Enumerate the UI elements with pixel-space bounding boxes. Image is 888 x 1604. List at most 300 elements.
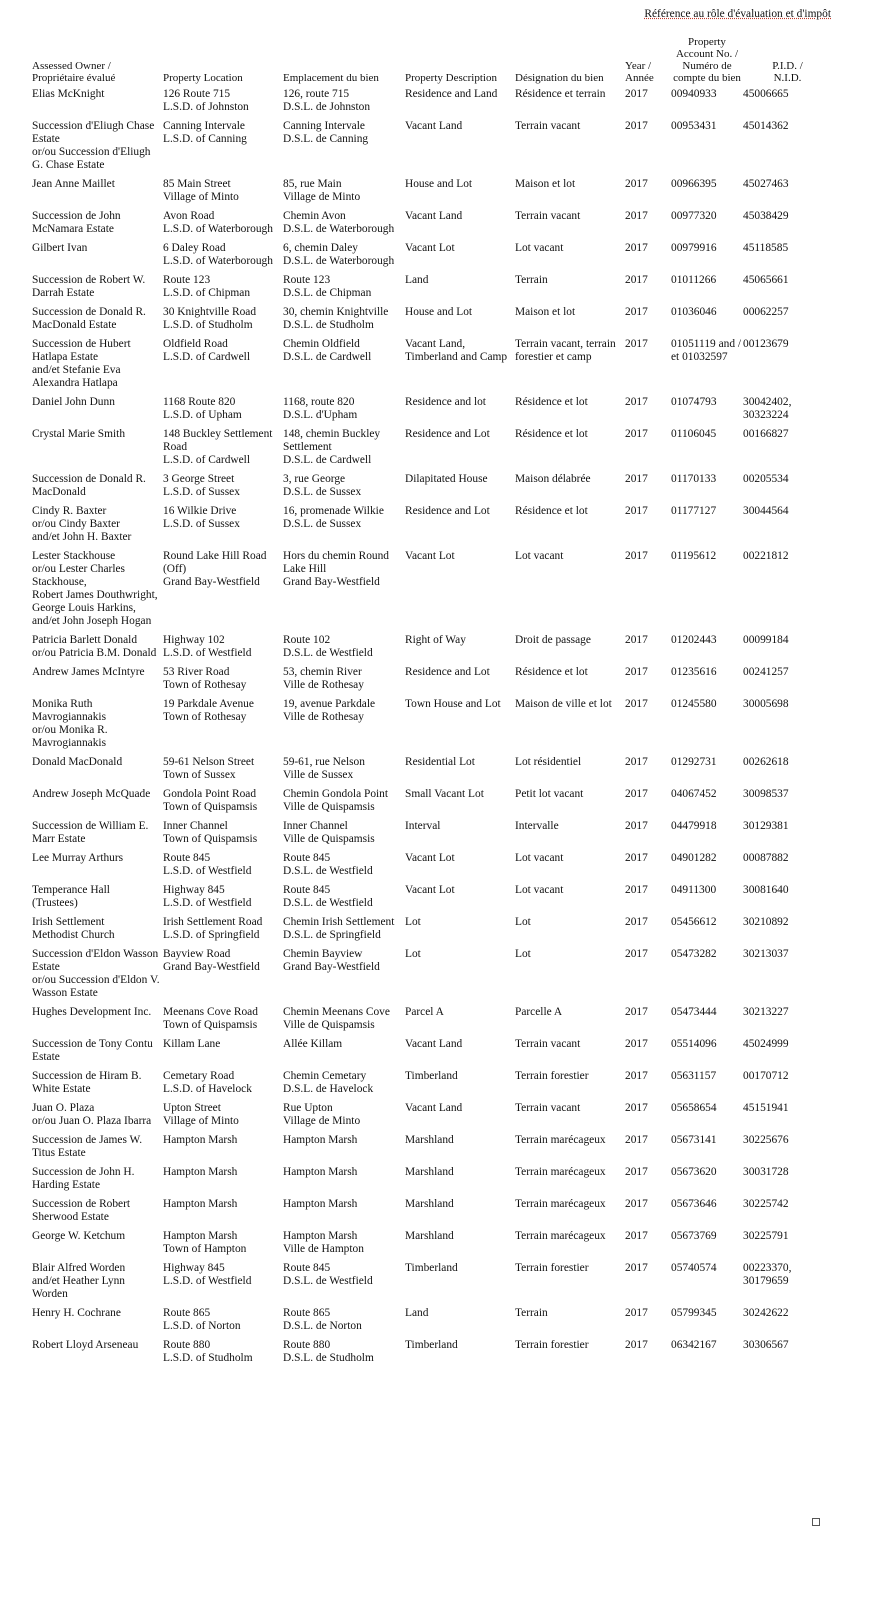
location-fr-cell: 16, promenade Wilkie D.S.L. de Sussex — [283, 505, 384, 530]
description-cell: Vacant Lot — [405, 242, 455, 254]
table-row — [32, 396, 832, 428]
pid-cell: 30225742 — [743, 1198, 789, 1210]
pid-cell: 30031728 — [743, 1166, 789, 1178]
location-cell: 6 Daley Road L.S.D. of Waterborough — [163, 242, 273, 267]
description-fr-cell: Résidence et lot — [515, 666, 588, 678]
description-fr-cell: Terrain vacant — [515, 1102, 581, 1114]
location-cell: Route 865 L.S.D. of Norton — [163, 1307, 241, 1332]
description-fr-cell: Terrain marécageux — [515, 1198, 606, 1210]
owner-cell: Cindy R. Baxter or/ou Cindy Baxter and/et John H. Baxter — [32, 505, 132, 543]
description-cell: Land — [405, 1307, 429, 1319]
description-cell: Residence and Lot — [405, 505, 490, 517]
location-cell: 19 Parkdale Avenue Town of Rothesay — [163, 698, 254, 723]
table-row — [32, 788, 832, 820]
table-row — [32, 1038, 832, 1070]
location-cell: Highway 845 L.S.D. of Westfield — [163, 1262, 252, 1287]
location-cell: 30 Knightville Road L.S.D. of Studholm — [163, 306, 257, 331]
location-cell: Upton Street Village of Minto — [163, 1102, 239, 1127]
account-cell: 01202443 — [671, 634, 717, 646]
location-fr-cell: 148, chemin Buckley Settlement D.S.L. de Cardwell — [283, 428, 381, 466]
year-cell: 2017 — [625, 1166, 648, 1178]
description-fr-cell: Terrain forestier — [515, 1262, 589, 1274]
description-fr-cell: Lot — [515, 916, 531, 928]
table-row — [32, 1198, 832, 1230]
location-fr-cell: Canning Intervale D.S.L. de Canning — [283, 120, 369, 145]
pid-cell: 00087882 — [743, 852, 789, 864]
pid-cell: 30213227 — [743, 1006, 789, 1018]
description-cell: Vacant Land — [405, 210, 463, 222]
pid-cell: 45027463 — [743, 178, 789, 190]
account-cell: 05456612 — [671, 916, 717, 928]
location-fr-cell: Chemin Meenans Cove Ville de Quispamsis — [283, 1006, 390, 1031]
description-cell: Lot — [405, 948, 421, 960]
description-cell: Marshland — [405, 1198, 454, 1210]
account-cell: 04911300 — [671, 884, 717, 896]
pid-cell: 00062257 — [743, 306, 789, 318]
pid-cell: 00221812 — [743, 550, 789, 562]
year-cell: 2017 — [625, 666, 648, 678]
pid-cell: 45118585 — [743, 242, 789, 254]
year-cell: 2017 — [625, 884, 648, 896]
description-fr-cell: Terrain marécageux — [515, 1166, 606, 1178]
location-cell: 53 River Road Town of Rothesay — [163, 666, 247, 691]
table-row — [32, 1262, 832, 1307]
account-cell: 06342167 — [671, 1339, 717, 1351]
description-fr-cell: Lot résidentiel — [515, 756, 582, 768]
account-cell: 01292731 — [671, 756, 717, 768]
description-fr-cell: Lot vacant — [515, 852, 564, 864]
table-body — [32, 88, 832, 1371]
owner-cell: Andrew James McIntyre — [32, 666, 145, 678]
location-fr-cell: Inner Channel Ville de Quispamsis — [283, 820, 375, 845]
location-fr-cell: Chemin Avon D.S.L. de Waterborough — [283, 210, 395, 235]
description-fr-cell: Parcelle A — [515, 1006, 563, 1018]
year-cell: 2017 — [625, 1134, 648, 1146]
location-fr-cell: Route 845 D.S.L. de Westfield — [283, 884, 373, 909]
owner-cell: Donald MacDonald — [32, 756, 123, 768]
year-cell: 2017 — [625, 1339, 648, 1351]
description-fr-cell: Résidence et lot — [515, 428, 588, 440]
description-cell: Small Vacant Lot — [405, 788, 484, 800]
header-location: Property Location — [163, 72, 243, 84]
header-pid: P.I.D. / N.I.D. — [772, 60, 803, 84]
header-row — [32, 36, 832, 88]
description-cell: Vacant Land — [405, 1038, 463, 1050]
account-cell: 05673620 — [671, 1166, 717, 1178]
location-fr-cell: Route 102 D.S.L. de Westfield — [283, 634, 373, 659]
description-fr-cell: Terrain vacant — [515, 210, 581, 222]
location-cell: Avon Road L.S.D. of Waterborough — [163, 210, 273, 235]
description-fr-cell: Terrain marécageux — [515, 1134, 606, 1146]
location-fr-cell: Rue Upton Village de Minto — [283, 1102, 361, 1127]
table-row — [32, 666, 832, 698]
account-cell: 01051119 and / et 01032597 — [671, 338, 742, 363]
location-fr-cell: Chemin Gondola Point Ville de Quispamsis — [283, 788, 389, 813]
account-cell: 05658654 — [671, 1102, 717, 1114]
account-cell: 01106045 — [671, 428, 717, 440]
year-cell: 2017 — [625, 306, 648, 318]
description-fr-cell: Terrain — [515, 1307, 548, 1319]
location-cell: Cemetary Road L.S.D. of Havelock — [163, 1070, 252, 1095]
location-cell: Hampton Marsh — [163, 1198, 238, 1210]
table-row — [32, 88, 832, 120]
location-cell: Canning Intervale L.S.D. of Canning — [163, 120, 247, 145]
description-fr-cell: Maison de ville et lot — [515, 698, 612, 710]
year-cell: 2017 — [625, 1198, 648, 1210]
pid-cell: 45065661 — [743, 274, 789, 286]
location-cell: Route 123 L.S.D. of Chipman — [163, 274, 251, 299]
description-fr-cell: Maison et lot — [515, 306, 576, 318]
account-cell: 05473444 — [671, 1006, 717, 1018]
table-row — [32, 1307, 832, 1339]
description-fr-cell: Lot vacant — [515, 550, 564, 562]
year-cell: 2017 — [625, 1230, 648, 1242]
pid-cell: 00099184 — [743, 634, 789, 646]
table-row — [32, 1339, 832, 1371]
location-cell: 126 Route 715 L.S.D. of Johnston — [163, 88, 249, 113]
table-row — [32, 1070, 832, 1102]
description-fr-cell: Résidence et terrain — [515, 88, 606, 100]
owner-cell: Succession de James W. Titus Estate — [32, 1134, 143, 1159]
location-cell: 16 Wilkie Drive L.S.D. of Sussex — [163, 505, 240, 530]
owner-cell: Gilbert Ivan — [32, 242, 88, 254]
location-fr-cell: Route 123 D.S.L. de Chipman — [283, 274, 372, 299]
description-cell: Lot — [405, 916, 421, 928]
account-cell: 05514096 — [671, 1038, 717, 1050]
owner-cell: Succession de Donald R. MacDonald — [32, 473, 146, 498]
description-fr-cell: Intervalle — [515, 820, 559, 832]
description-cell: Town House and Lot — [405, 698, 501, 710]
table-row — [32, 948, 832, 1006]
year-cell: 2017 — [625, 916, 648, 928]
location-cell: Oldfield Road L.S.D. of Cardwell — [163, 338, 250, 363]
location-fr-cell: Chemin Oldfield D.S.L. de Cardwell — [283, 338, 372, 363]
account-cell: 01195612 — [671, 550, 717, 562]
location-fr-cell: 59-61, rue Nelson Ville de Sussex — [283, 756, 365, 781]
owner-cell: Daniel John Dunn — [32, 396, 115, 408]
description-cell: Marshland — [405, 1166, 454, 1178]
description-cell: Timberland — [405, 1262, 458, 1274]
table-row — [32, 210, 832, 242]
year-cell: 2017 — [625, 1262, 648, 1274]
location-cell: Gondola Point Road Town of Quispamsis — [163, 788, 258, 813]
pid-cell: 30042402, 30323224 — [743, 396, 792, 421]
location-cell: 3 George Street L.S.D. of Sussex — [163, 473, 240, 498]
account-cell: 01074793 — [671, 396, 717, 408]
location-fr-cell: Hampton Marsh — [283, 1166, 358, 1178]
account-cell: 00940933 — [671, 88, 717, 100]
header-owner: Assessed Owner / Propriétaire évalué — [32, 60, 116, 84]
table-row — [32, 505, 832, 550]
year-cell: 2017 — [625, 1070, 648, 1082]
description-fr-cell: Terrain forestier — [515, 1339, 589, 1351]
owner-cell: Monika Ruth Mavrogiannakis or/ou Monika R. Mavrogiannakis — [32, 698, 108, 749]
location-fr-cell: 19, avenue Parkdale Ville de Rothesay — [283, 698, 376, 723]
description-fr-cell: Terrain forestier — [515, 1070, 589, 1082]
table-row — [32, 634, 832, 666]
description-fr-cell: Terrain vacant, terrain forestier et camp — [515, 338, 616, 363]
description-fr-cell: Terrain vacant — [515, 120, 581, 132]
table-row — [32, 852, 832, 884]
table-row — [32, 178, 832, 210]
location-fr-cell: 30, chemin Knightville D.S.L. de Studholm — [283, 306, 389, 331]
description-cell: House and Lot — [405, 306, 473, 318]
owner-cell: Irish Settlement Methodist Church — [32, 916, 115, 941]
description-fr-cell: Terrain marécageux — [515, 1230, 606, 1242]
account-cell: 01036046 — [671, 306, 717, 318]
owner-cell: Succession de Robert Sherwood Estate — [32, 1198, 131, 1223]
year-cell: 2017 — [625, 505, 648, 517]
year-cell: 2017 — [625, 428, 648, 440]
account-cell: 00977320 — [671, 210, 717, 222]
account-cell: 05473282 — [671, 948, 717, 960]
owner-cell: Succession de Hiram B. White Estate — [32, 1070, 142, 1095]
location-fr-cell: Hors du chemin Round Lake Hill Grand Bay-Westfield — [283, 550, 389, 588]
location-fr-cell: 6, chemin Daley D.S.L. de Waterborough — [283, 242, 395, 267]
description-cell: Vacant Lot — [405, 550, 455, 562]
pid-cell: 00241257 — [743, 666, 789, 678]
description-fr-cell: Résidence et lot — [515, 505, 588, 517]
description-cell: Residence and Lot — [405, 428, 490, 440]
owner-cell: Succession de John H. Harding Estate — [32, 1166, 135, 1191]
year-cell: 2017 — [625, 550, 648, 562]
pid-cell: 30081640 — [743, 884, 789, 896]
table-row — [32, 428, 832, 473]
owner-cell: Lester Stackhouse or/ou Lester Charles Stackhouse, Robert James Douthwright, George Louis Harkins, and/et John Joseph Hogan — [32, 550, 158, 627]
year-cell: 2017 — [625, 338, 648, 350]
year-cell: 2017 — [625, 88, 648, 100]
table-row — [32, 1166, 832, 1198]
location-fr-cell: Hampton Marsh Ville de Hampton — [283, 1230, 364, 1255]
table-row — [32, 120, 832, 178]
year-cell: 2017 — [625, 120, 648, 132]
description-fr-cell: Lot vacant — [515, 242, 564, 254]
account-cell: 05740574 — [671, 1262, 717, 1274]
pid-cell: 45024999 — [743, 1038, 789, 1050]
year-cell: 2017 — [625, 242, 648, 254]
description-cell: Dilapitated House — [405, 473, 488, 485]
year-cell: 2017 — [625, 756, 648, 768]
description-cell: Residence and Lot — [405, 666, 490, 678]
table-row — [32, 1230, 832, 1262]
location-cell: Irish Settlement Road L.S.D. of Springfield — [163, 916, 263, 941]
owner-cell: Hughes Development Inc. — [32, 1006, 152, 1018]
pid-cell: 00166827 — [743, 428, 789, 440]
description-cell: Land — [405, 274, 429, 286]
location-cell: Bayview Road Grand Bay-Westfield — [163, 948, 260, 973]
owner-cell: Succession de William E. Marr Estate — [32, 820, 149, 845]
location-fr-cell: Allée Killam — [283, 1038, 343, 1050]
owner-cell: Juan O. Plaza or/ou Juan O. Plaza Ibarra — [32, 1102, 152, 1127]
pid-cell: 45006665 — [743, 88, 789, 100]
description-cell: House and Lot — [405, 178, 473, 190]
header-year: Year / Année — [625, 60, 654, 84]
description-cell: Parcel A — [405, 1006, 444, 1018]
location-fr-cell: 1168, route 820 D.S.L. d'Upham — [283, 396, 358, 421]
year-cell: 2017 — [625, 396, 648, 408]
location-fr-cell: Chemin Irish Settlement D.S.L. de Springfield — [283, 916, 395, 941]
account-cell: 04479918 — [671, 820, 717, 832]
pid-cell: 45151941 — [743, 1102, 789, 1114]
reference-title: Référence au rôle d'évaluation et d'impôt — [644, 8, 831, 20]
table-row — [32, 306, 832, 338]
location-cell: Route 880 L.S.D. of Studholm — [163, 1339, 253, 1364]
year-cell: 2017 — [625, 1038, 648, 1050]
table-row — [32, 274, 832, 306]
account-cell: 05673646 — [671, 1198, 717, 1210]
location-cell: Round Lake Hill Road (Off) Grand Bay-Westfield — [163, 550, 267, 588]
location-cell: Highway 845 L.S.D. of Westfield — [163, 884, 252, 909]
table-row — [32, 820, 832, 852]
header-description: Property Description — [405, 72, 497, 84]
owner-cell: Succession de Donald R. MacDonald Estate — [32, 306, 146, 331]
owner-cell: Lee Murray Arthurs — [32, 852, 124, 864]
location-cell: Hampton Marsh Town of Hampton — [163, 1230, 247, 1255]
description-cell: Marshland — [405, 1134, 454, 1146]
location-fr-cell: 85, rue Main Village de Minto — [283, 178, 361, 203]
description-fr-cell: Terrain — [515, 274, 548, 286]
owner-cell: Blair Alfred Worden and/et Heather Lynn Worden — [32, 1262, 126, 1300]
table-row — [32, 1134, 832, 1166]
owner-cell: Patricia Barlett Donald or/ou Patricia B.M. Donald — [32, 634, 157, 659]
pid-cell: 00205534 — [743, 473, 789, 485]
year-cell: 2017 — [625, 274, 648, 286]
account-cell: 05631157 — [671, 1070, 717, 1082]
description-fr-cell: Petit lot vacant — [515, 788, 584, 800]
location-cell: Inner Channel Town of Quispamsis — [163, 820, 258, 845]
description-fr-cell: Terrain vacant — [515, 1038, 581, 1050]
owner-cell: Andrew Joseph McQuade — [32, 788, 151, 800]
location-fr-cell: Route 865 D.S.L. de Norton — [283, 1307, 362, 1332]
year-cell: 2017 — [625, 178, 648, 190]
year-cell: 2017 — [625, 634, 648, 646]
location-cell: Hampton Marsh — [163, 1134, 238, 1146]
year-cell: 2017 — [625, 1307, 648, 1319]
description-fr-cell: Maison et lot — [515, 178, 576, 190]
description-cell: Right of Way — [405, 634, 466, 646]
location-fr-cell: Hampton Marsh — [283, 1198, 358, 1210]
description-cell: Vacant Land, Timberland and Camp — [405, 338, 508, 363]
account-cell: 01235616 — [671, 666, 717, 678]
location-cell: Highway 102 L.S.D. of Westfield — [163, 634, 252, 659]
table-row — [32, 550, 832, 634]
account-cell: 01170133 — [671, 473, 717, 485]
pid-cell: 00262618 — [743, 756, 789, 768]
location-fr-cell: Route 845 D.S.L. de Westfield — [283, 852, 373, 877]
owner-cell: Succession de Robert W. Darrah Estate — [32, 274, 146, 299]
location-fr-cell: 126, route 715 D.S.L. de Johnston — [283, 88, 371, 113]
description-cell: Timberland — [405, 1339, 458, 1351]
pid-cell: 30213037 — [743, 948, 789, 960]
year-cell: 2017 — [625, 1006, 648, 1018]
description-cell: Timberland — [405, 1070, 458, 1082]
location-cell: Meenans Cove Road Town of Quispamsis — [163, 1006, 258, 1031]
year-cell: 2017 — [625, 788, 648, 800]
table-row — [32, 1006, 832, 1038]
pid-cell: 45014362 — [743, 120, 789, 132]
location-fr-cell: 3, rue George D.S.L. de Sussex — [283, 473, 362, 498]
location-fr-cell: Route 880 D.S.L. de Studholm — [283, 1339, 374, 1364]
header-location-fr: Emplacement du bien — [283, 72, 379, 84]
owner-cell: Succession de John McNamara Estate — [32, 210, 121, 235]
pid-cell: 45038429 — [743, 210, 789, 222]
table-row — [32, 473, 832, 505]
owner-cell: Succession d'Eldon Wasson Estate or/ou Succession d'Eldon V. Wasson Estate — [32, 948, 160, 999]
owner-cell: Temperance Hall (Trustees) — [32, 884, 110, 909]
table-row — [32, 1102, 832, 1134]
table-row — [32, 698, 832, 756]
header-account: Property Account No. / Numéro de compte du bien — [673, 36, 741, 84]
year-cell: 2017 — [625, 473, 648, 485]
account-cell: 04901282 — [671, 852, 717, 864]
year-cell: 2017 — [625, 698, 648, 710]
location-cell: Killam Lane — [163, 1038, 221, 1050]
account-cell: 01011266 — [671, 274, 717, 286]
account-cell: 04067452 — [671, 788, 717, 800]
year-cell: 2017 — [625, 1102, 648, 1114]
location-fr-cell: Hampton Marsh — [283, 1134, 358, 1146]
end-of-document-mark — [812, 1518, 820, 1526]
pid-cell: 30306567 — [743, 1339, 789, 1351]
account-cell: 00953431 — [671, 120, 717, 132]
pid-cell: 30242622 — [743, 1307, 789, 1319]
location-fr-cell: Chemin Bayview Grand Bay-Westfield — [283, 948, 380, 973]
description-fr-cell: Résidence et lot — [515, 396, 588, 408]
pid-cell: 30005698 — [743, 698, 789, 710]
location-fr-cell: 53, chemin River Ville de Rothesay — [283, 666, 364, 691]
description-cell: Vacant Lot — [405, 852, 455, 864]
pid-cell: 30044564 — [743, 505, 789, 517]
owner-cell: Succession de Hubert Hatlapa Estate and/et Stefanie Eva Alexandra Hatlapa — [32, 338, 131, 389]
description-cell: Residence and lot — [405, 396, 486, 408]
header-description-fr: Désignation du bien — [515, 72, 604, 84]
description-cell: Vacant Land — [405, 120, 463, 132]
description-fr-cell: Lot — [515, 948, 531, 960]
year-cell: 2017 — [625, 210, 648, 222]
table-row — [32, 242, 832, 274]
pid-cell: 00170712 — [743, 1070, 789, 1082]
table-row — [32, 916, 832, 948]
pid-cell: 30225676 — [743, 1134, 789, 1146]
pid-cell: 30225791 — [743, 1230, 789, 1242]
pid-cell: 30129381 — [743, 820, 789, 832]
table-row — [32, 884, 832, 916]
year-cell: 2017 — [625, 948, 648, 960]
owner-cell: George W. Ketchum — [32, 1230, 126, 1242]
description-cell: Vacant Lot — [405, 884, 455, 896]
location-cell: Hampton Marsh — [163, 1166, 238, 1178]
location-fr-cell: Chemin Cemetary D.S.L. de Havelock — [283, 1070, 374, 1095]
location-fr-cell: Route 845 D.S.L. de Westfield — [283, 1262, 373, 1287]
pid-cell: 30210892 — [743, 916, 789, 928]
description-cell: Residential Lot — [405, 756, 475, 768]
description-fr-cell: Maison délabrée — [515, 473, 591, 485]
assessment-table — [32, 36, 832, 1371]
pid-cell: 00223370, 30179659 — [743, 1262, 792, 1287]
description-fr-cell: Droit de passage — [515, 634, 591, 646]
year-cell: 2017 — [625, 852, 648, 864]
description-cell: Vacant Land — [405, 1102, 463, 1114]
table-row — [32, 756, 832, 788]
account-cell: 01177127 — [671, 505, 717, 517]
pid-cell: 00123679 — [743, 338, 789, 350]
location-cell: 85 Main Street Village of Minto — [163, 178, 239, 203]
location-cell: 148 Buckley Settlement Road L.S.D. of Cardwell — [163, 428, 273, 466]
description-fr-cell: Lot vacant — [515, 884, 564, 896]
description-cell: Marshland — [405, 1230, 454, 1242]
owner-cell: Elias McKnight — [32, 88, 105, 100]
owner-cell: Robert Lloyd Arseneau — [32, 1339, 139, 1351]
